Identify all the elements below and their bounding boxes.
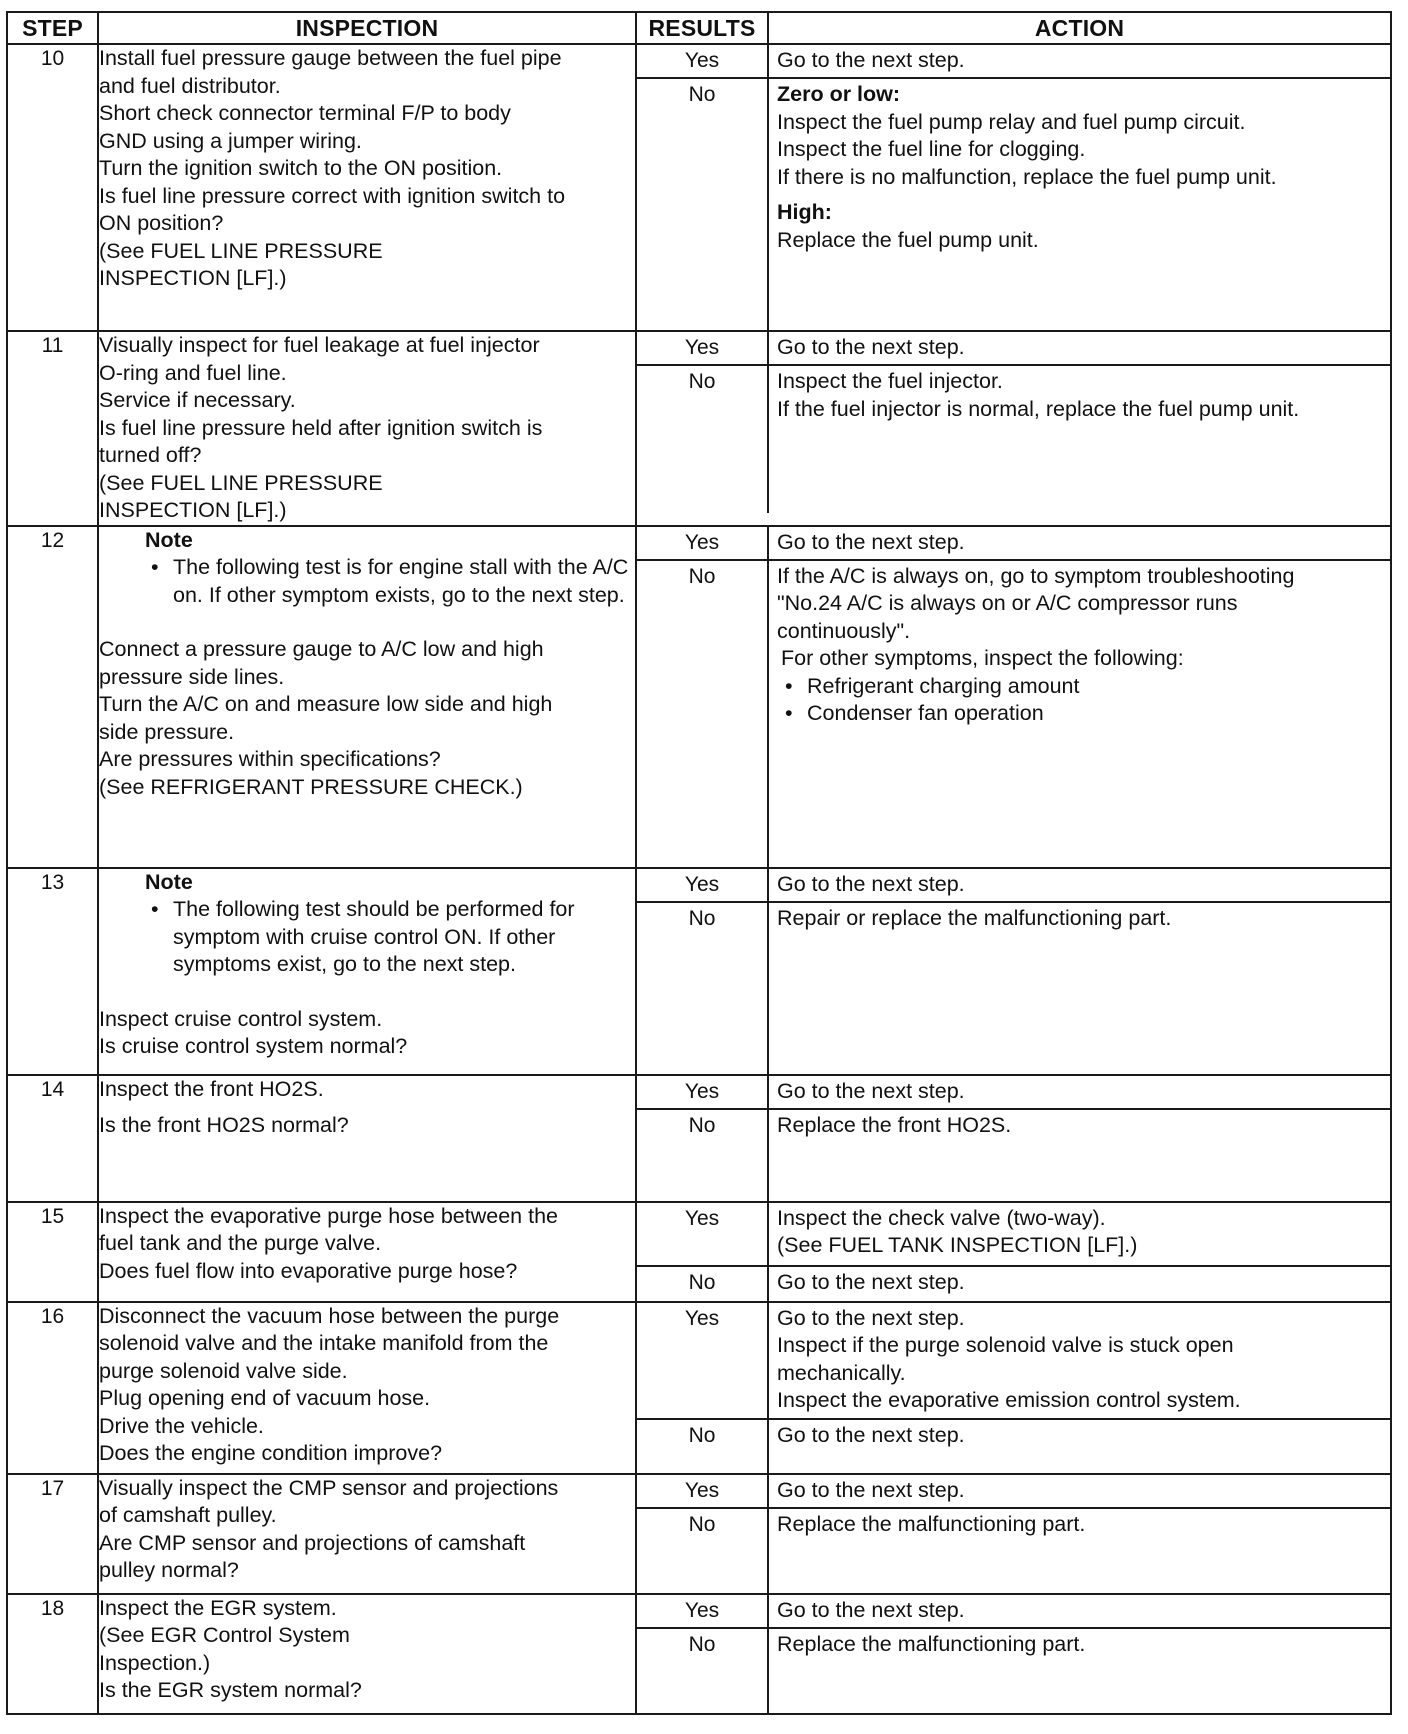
result-yes-row xyxy=(637,869,1390,901)
action-yes: Go to the next step. xyxy=(777,529,965,554)
result-yes-row xyxy=(637,332,1390,364)
step-number: 15 xyxy=(7,1202,98,1302)
action-yes: Go to the next step. xyxy=(777,1477,965,1502)
result-yes: Yes xyxy=(637,45,769,77)
troubleshooting-table xyxy=(6,11,1392,1715)
action-no: Repair or replace the malfunctioning part. xyxy=(777,905,1172,930)
result-no: No xyxy=(637,561,769,867)
action-no: Replace the front HO2S. xyxy=(777,1112,1012,1137)
note-title: Note xyxy=(145,869,193,894)
result-no-row xyxy=(637,1507,1390,1593)
table-row xyxy=(7,1202,1391,1302)
inspection-cell: Disconnect the vacuum hose between the purge solenoid valve and the intake manifold from the purge solenoid valve side. Plug opening end of vacuum hose. Drive the vehicle. Does the engine condition improve? xyxy=(98,1302,636,1474)
action-yes: Go to the next step. xyxy=(777,335,965,359)
action-yes: Go to the next step. xyxy=(777,48,965,72)
result-no: No xyxy=(637,1110,769,1201)
step-number: 13 xyxy=(7,868,98,1075)
table-row xyxy=(7,1474,1391,1594)
result-no: No xyxy=(637,1267,769,1301)
action-no: Zero or low: Inspect the fuel pump relay and fuel pump circuit. Inspect the fuel line for clogging. If there is no malfunction, replace the fuel pump unit. High: Replace the fuel pump unit. xyxy=(769,79,1390,330)
inspection-cell: Note • The following test should be performed for symptom with cruise control ON. If other symptoms exist, go to the next step. Inspect cruise control system. Is cruise control system normal? xyxy=(98,868,636,1075)
result-yes: Yes xyxy=(637,869,769,901)
inspection-cell: Visually inspect the CMP sensor and projections of camshaft pulley. Are CMP sensor and projections of camshaft pulley normal? xyxy=(98,1474,636,1594)
result-no: No xyxy=(637,903,769,1074)
note-bullet: • The following test should be performed for symptom with cruise control ON. If other symptoms exist, go to the next step. xyxy=(145,896,635,979)
table-row xyxy=(7,44,1391,331)
result-no-row xyxy=(637,559,1390,867)
table-row xyxy=(7,331,1391,526)
action-no: Replace the malfunctioning part. xyxy=(777,1631,1086,1656)
step-number: 12 xyxy=(7,526,98,868)
table-row xyxy=(7,1594,1391,1714)
inspection-cell: Inspect the front HO2S. Is the front HO2S normal? xyxy=(98,1075,636,1202)
table-header-row xyxy=(7,12,1391,44)
action-no: Replace the malfunctioning part. xyxy=(777,1511,1086,1536)
result-no: No xyxy=(637,1420,769,1473)
action-bullet: • Refrigerant charging amount xyxy=(779,673,1384,701)
result-yes-row xyxy=(637,1595,1390,1627)
result-no: No xyxy=(637,1629,769,1713)
inspection-cell: Inspect the EGR system. (See EGR Control System Inspection.) Is the EGR system normal? xyxy=(98,1594,636,1714)
result-yes: Yes xyxy=(637,332,769,364)
step-number: 17 xyxy=(7,1474,98,1594)
troubleshooting-document xyxy=(6,11,1390,1715)
header-inspection: INSPECTION xyxy=(98,12,636,44)
result-no-row xyxy=(637,364,1390,513)
result-yes-row xyxy=(637,527,1390,559)
inspection-cell: Install fuel pressure gauge between the fuel pipe and fuel distributor. Short check connector terminal F/P to body GND using a jumper wiring. Turn the ignition switch to the ON position. Is fuel line pressure correct with ignition switch to ON position? (See FUEL LINE PRESSURE INSPECTION [LF].) xyxy=(98,44,636,331)
table-row xyxy=(7,526,1391,868)
result-no: No xyxy=(637,366,769,513)
step-number: 18 xyxy=(7,1594,98,1714)
result-yes-row xyxy=(637,1475,1390,1507)
table-row xyxy=(7,1075,1391,1202)
result-yes: Yes xyxy=(637,1595,769,1627)
action-yes: Go to the next step. xyxy=(777,1597,965,1622)
note-title: Note xyxy=(145,527,193,552)
result-yes-row xyxy=(637,45,1390,77)
action-yes: Inspect the check valve (two-way). (See FUEL TANK INSPECTION [LF].) xyxy=(777,1205,1138,1257)
step-number: 16 xyxy=(7,1302,98,1474)
step-number: 14 xyxy=(7,1075,98,1202)
result-yes: Yes xyxy=(637,527,769,559)
result-yes: Yes xyxy=(637,1303,769,1418)
result-no-row xyxy=(637,1108,1390,1201)
result-no: No xyxy=(637,1509,769,1593)
header-results: RESULTS xyxy=(637,13,769,43)
result-no-row xyxy=(637,1627,1390,1713)
table-row xyxy=(7,1302,1391,1474)
result-yes-row xyxy=(637,1203,1390,1265)
action-heading: Zero or low: xyxy=(777,82,901,106)
result-no-row xyxy=(637,901,1390,1074)
result-yes-row xyxy=(637,1076,1390,1108)
result-yes: Yes xyxy=(637,1203,769,1265)
action-bullet: • Condenser fan operation xyxy=(779,700,1384,728)
inspection-cell: Inspect the evaporative purge hose between the fuel tank and the purge valve. Does fuel flow into evaporative purge hose? xyxy=(98,1202,636,1302)
step-number: 11 xyxy=(7,331,98,526)
result-no-row xyxy=(637,1418,1390,1473)
result-yes: Yes xyxy=(637,1076,769,1108)
table-row xyxy=(7,868,1391,1075)
header-step: STEP xyxy=(7,12,98,44)
action-heading: High: xyxy=(777,200,832,224)
header-action: ACTION xyxy=(1034,15,1125,41)
action-no: If the A/C is always on, go to symptom troubleshooting "No.24 A/C is always on or A/C compressor runs continuously". For other symptoms, inspect the following: • Refrigerant charging amount • Condenser fan operation xyxy=(769,561,1390,867)
note-block xyxy=(99,869,635,979)
note-block xyxy=(99,527,635,610)
action-no: Go to the next step. xyxy=(777,1422,965,1447)
result-no-row xyxy=(637,1265,1390,1301)
inspection-cell: Visually inspect for fuel leakage at fuel injector O-ring and fuel line. Service if necessary. Is fuel line pressure held after ignition switch is turned off? (See FUEL LINE PRESSURE INSPECTION [LF].) xyxy=(98,331,636,526)
action-no: Go to the next step. xyxy=(777,1269,965,1294)
result-no-row xyxy=(637,77,1390,330)
result-yes: Yes xyxy=(637,1475,769,1507)
action-yes: Go to the next step. Inspect if the purge solenoid valve is stuck open mechanically. Inspect the evaporative emission control system. xyxy=(777,1305,1241,1412)
inspection-cell: Note • The following test is for engine stall with the A/C on. If other symptom exists, go to the next step. Connect a pressure gauge to A/C low and high pressure side lines. Turn the A/C on and measure low side and high side pressure. Are pressures within specifications? (See REFRIGERANT PRESSURE CHECK.) xyxy=(98,526,636,868)
result-yes-row xyxy=(637,1303,1390,1418)
result-no: No xyxy=(637,79,769,330)
action-yes: Go to the next step. xyxy=(777,1078,965,1103)
step-number: 10 xyxy=(7,44,98,331)
action-no: Inspect the fuel injector. If the fuel injector is normal, replace the fuel pump unit. xyxy=(777,369,1300,421)
note-bullet: • The following test is for engine stall with the A/C on. If other symptom exists, go to the next step. xyxy=(145,554,635,609)
action-yes: Go to the next step. xyxy=(777,871,965,896)
